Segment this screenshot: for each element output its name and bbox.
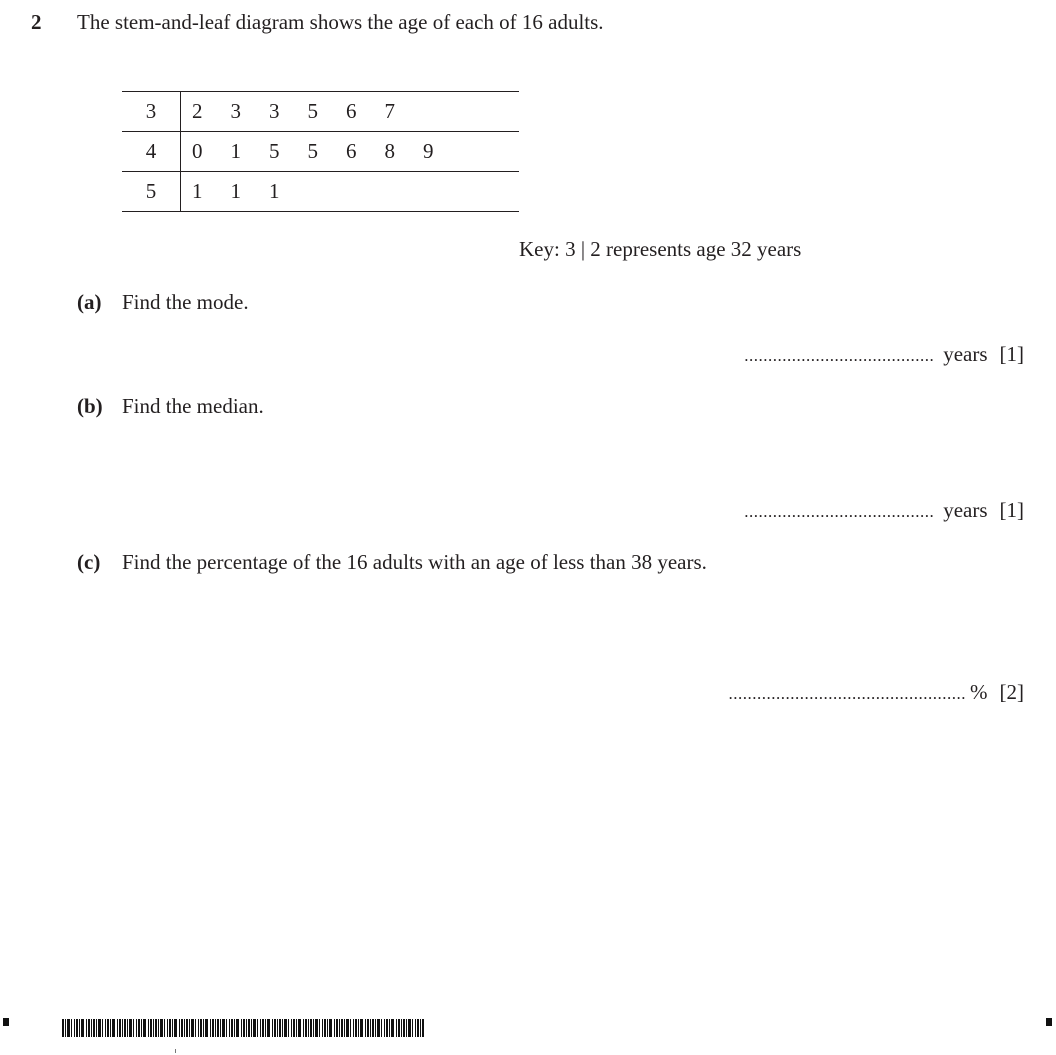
barcode-bar xyxy=(288,1019,289,1037)
barcode-bar xyxy=(408,1019,411,1037)
barcode-bar xyxy=(375,1019,376,1037)
barcode-bar xyxy=(377,1019,380,1037)
leaf: 0 xyxy=(192,139,203,163)
barcode-bar xyxy=(315,1019,318,1037)
barcode-bar xyxy=(220,1019,221,1037)
barcode-bar xyxy=(150,1019,152,1037)
part-c-question: Find the percentage of the 16 adults with an age of less than 38 years. xyxy=(122,550,707,574)
leaf: 7 xyxy=(384,99,395,123)
barcode-bar xyxy=(398,1019,400,1037)
barcode-bar xyxy=(141,1019,142,1037)
barcode-bar xyxy=(303,1019,304,1037)
stem-leaf-row xyxy=(122,171,519,212)
barcode-bar xyxy=(308,1019,309,1037)
barcode-bar xyxy=(274,1019,276,1037)
barcode-bar xyxy=(403,1019,405,1037)
barcode-bar xyxy=(62,1019,64,1037)
answer-unit: % xyxy=(970,680,988,704)
barcode-bar xyxy=(313,1019,314,1037)
barcode-bar xyxy=(222,1019,225,1037)
barcode-bar xyxy=(284,1019,287,1037)
leaf: 6 xyxy=(346,139,357,163)
barcode-bar xyxy=(327,1019,328,1037)
barcode-bar xyxy=(412,1019,413,1037)
barcode-bar xyxy=(129,1019,132,1037)
leaf: 5 xyxy=(269,139,280,163)
leaf: 3 xyxy=(230,99,241,123)
barcode-bar xyxy=(160,1019,163,1037)
barcode-bar xyxy=(422,1019,424,1037)
barcode-bar xyxy=(260,1019,261,1037)
barcode-bar xyxy=(112,1019,115,1037)
barcode-bar xyxy=(110,1019,111,1037)
leaf: 1 xyxy=(269,179,280,203)
barcode-bar xyxy=(210,1019,211,1037)
barcode-bar xyxy=(88,1019,90,1037)
barcode-bar xyxy=(117,1019,118,1037)
barcode-bar xyxy=(296,1019,297,1037)
barcode-bar xyxy=(231,1019,233,1037)
leaf: 9 xyxy=(423,139,434,163)
leaves xyxy=(182,132,462,171)
barcode-bar xyxy=(91,1019,92,1037)
barcode-bar xyxy=(81,1019,84,1037)
barcode-bar xyxy=(124,1019,126,1037)
barcode-bar xyxy=(198,1019,199,1037)
barcode-bar xyxy=(282,1019,283,1037)
barcode-bar xyxy=(127,1019,128,1037)
barcode-bar xyxy=(365,1019,366,1037)
barcode-bar xyxy=(291,1019,292,1037)
leaf: 3 xyxy=(269,99,280,123)
barcode-bar xyxy=(355,1019,357,1037)
part-a-question: Find the mode. xyxy=(122,290,249,314)
answer-unit: years xyxy=(943,342,988,366)
barcode-bar xyxy=(384,1019,385,1037)
barcode-bar xyxy=(324,1019,326,1037)
barcode-bar xyxy=(122,1019,123,1037)
footer-mark xyxy=(175,1049,176,1053)
registration-mark-right xyxy=(1046,1018,1052,1026)
barcode-bar xyxy=(334,1019,335,1037)
barcode-bar xyxy=(322,1019,323,1037)
marks: [2] xyxy=(999,680,1024,704)
barcode-bar xyxy=(389,1019,390,1037)
barcode-bar xyxy=(298,1019,301,1037)
barcode-bar xyxy=(102,1019,103,1037)
barcode-bar xyxy=(267,1019,270,1037)
barcode-bar xyxy=(305,1019,307,1037)
answer-line-c[interactable] xyxy=(729,680,1025,705)
marks: [1] xyxy=(999,498,1024,522)
barcode-bar xyxy=(253,1019,256,1037)
stem: 3 xyxy=(122,92,181,131)
barcode-bar xyxy=(136,1019,137,1037)
barcode-bar xyxy=(205,1019,208,1037)
part-a-label: (a) xyxy=(77,290,102,314)
barcode-bar xyxy=(74,1019,75,1037)
barcode-bar xyxy=(406,1019,407,1037)
barcode-bar xyxy=(148,1019,149,1037)
barcode-bar xyxy=(257,1019,258,1037)
barcode-bar xyxy=(76,1019,78,1037)
barcode-bar xyxy=(119,1019,121,1037)
barcode-bar xyxy=(96,1019,97,1037)
leaves xyxy=(182,92,423,131)
barcode-bar xyxy=(372,1019,374,1037)
barcode-bar xyxy=(358,1019,359,1037)
barcode-bar xyxy=(212,1019,214,1037)
barcode-bar xyxy=(396,1019,397,1037)
answer-dots: ........................................ xyxy=(744,346,935,365)
barcode-bar xyxy=(251,1019,252,1037)
barcode-bar xyxy=(262,1019,264,1037)
barcode-bar xyxy=(169,1019,171,1037)
barcode-bar xyxy=(272,1019,273,1037)
leaf: 1 xyxy=(230,139,241,163)
stem-leaf-diagram xyxy=(122,91,519,212)
leaf: 6 xyxy=(346,99,357,123)
barcode-bar xyxy=(67,1019,70,1037)
barcode-bar xyxy=(243,1019,245,1037)
barcode-bar xyxy=(341,1019,343,1037)
barcode-bar xyxy=(98,1019,101,1037)
barcode-bar xyxy=(360,1019,363,1037)
barcode-bar xyxy=(229,1019,230,1037)
part-b-label: (b) xyxy=(77,394,103,418)
barcode-bar xyxy=(386,1019,388,1037)
registration-mark-left xyxy=(3,1018,9,1026)
barcode-bar xyxy=(164,1019,165,1037)
barcode-bar xyxy=(370,1019,371,1037)
barcode-bar xyxy=(279,1019,281,1037)
barcode-bar xyxy=(179,1019,180,1037)
barcode-bar xyxy=(336,1019,338,1037)
barcode-bar xyxy=(293,1019,295,1037)
barcode-bar xyxy=(346,1019,349,1037)
barcode-bar xyxy=(65,1019,66,1037)
leaf: 8 xyxy=(384,139,395,163)
answer-line-b[interactable] xyxy=(744,498,1024,523)
barcode-bar xyxy=(203,1019,204,1037)
part-c-label: (c) xyxy=(77,550,101,574)
barcode-bar xyxy=(200,1019,202,1037)
barcode-bar xyxy=(391,1019,394,1037)
barcode-bar xyxy=(93,1019,95,1037)
barcode-bar xyxy=(329,1019,332,1037)
leaf: 5 xyxy=(307,99,318,123)
stem-leaf-row xyxy=(122,91,519,131)
barcode-bar xyxy=(265,1019,266,1037)
stem-leaf-row xyxy=(122,131,519,171)
barcode-bar xyxy=(191,1019,194,1037)
stem: 4 xyxy=(122,132,181,171)
barcode-bar xyxy=(105,1019,106,1037)
barcode-bar xyxy=(186,1019,188,1037)
barcode-bar xyxy=(241,1019,242,1037)
barcode xyxy=(62,1019,424,1037)
answer-dots: .................................................. xyxy=(728,684,966,703)
leaves xyxy=(182,172,308,211)
answer-unit: years xyxy=(943,498,988,522)
barcode-bar xyxy=(133,1019,134,1037)
barcode-bar xyxy=(417,1019,419,1037)
barcode-bar xyxy=(189,1019,190,1037)
barcode-bar xyxy=(153,1019,154,1037)
barcode-bar xyxy=(367,1019,369,1037)
barcode-bar xyxy=(79,1019,80,1037)
barcode-bar xyxy=(236,1019,239,1037)
part-b-question: Find the median. xyxy=(122,394,264,418)
barcode-bar xyxy=(353,1019,354,1037)
answer-line-a[interactable] xyxy=(744,342,1024,367)
barcode-bar xyxy=(350,1019,351,1037)
marks: [1] xyxy=(999,342,1024,366)
barcode-bar xyxy=(174,1019,177,1037)
barcode-bar xyxy=(71,1019,72,1037)
leaf: 1 xyxy=(192,179,203,203)
barcode-bar xyxy=(215,1019,216,1037)
question-number: 2 xyxy=(31,10,42,34)
barcode-bar xyxy=(181,1019,183,1037)
barcode-bar xyxy=(401,1019,402,1037)
barcode-bar xyxy=(143,1019,146,1037)
barcode-bar xyxy=(381,1019,382,1037)
barcode-bar xyxy=(319,1019,320,1037)
barcode-bar xyxy=(420,1019,421,1037)
barcode-bar xyxy=(172,1019,173,1037)
barcode-bar xyxy=(277,1019,278,1037)
barcode-bar xyxy=(155,1019,157,1037)
barcode-bar xyxy=(158,1019,159,1037)
leaf: 5 xyxy=(307,139,318,163)
barcode-bar xyxy=(107,1019,109,1037)
barcode-bar xyxy=(167,1019,168,1037)
barcode-bar xyxy=(217,1019,219,1037)
diagram-key: Key: 3 | 2 represents age 32 years xyxy=(519,237,802,261)
stem: 5 xyxy=(122,172,181,211)
barcode-bar xyxy=(246,1019,247,1037)
barcode-bar xyxy=(234,1019,235,1037)
answer-dots: ........................................ xyxy=(744,502,935,521)
barcode-bar xyxy=(138,1019,140,1037)
barcode-bar xyxy=(195,1019,196,1037)
leaf: 2 xyxy=(192,99,203,123)
barcode-bar xyxy=(339,1019,340,1037)
barcode-bar xyxy=(248,1019,250,1037)
barcode-bar xyxy=(86,1019,87,1037)
barcode-bar xyxy=(184,1019,185,1037)
barcode-bar xyxy=(226,1019,227,1037)
barcode-bar xyxy=(415,1019,416,1037)
barcode-bar xyxy=(344,1019,345,1037)
leaf: 1 xyxy=(230,179,241,203)
question-intro: The stem-and-leaf diagram shows the age of each of 16 adults. xyxy=(77,10,604,34)
barcode-bar xyxy=(310,1019,312,1037)
